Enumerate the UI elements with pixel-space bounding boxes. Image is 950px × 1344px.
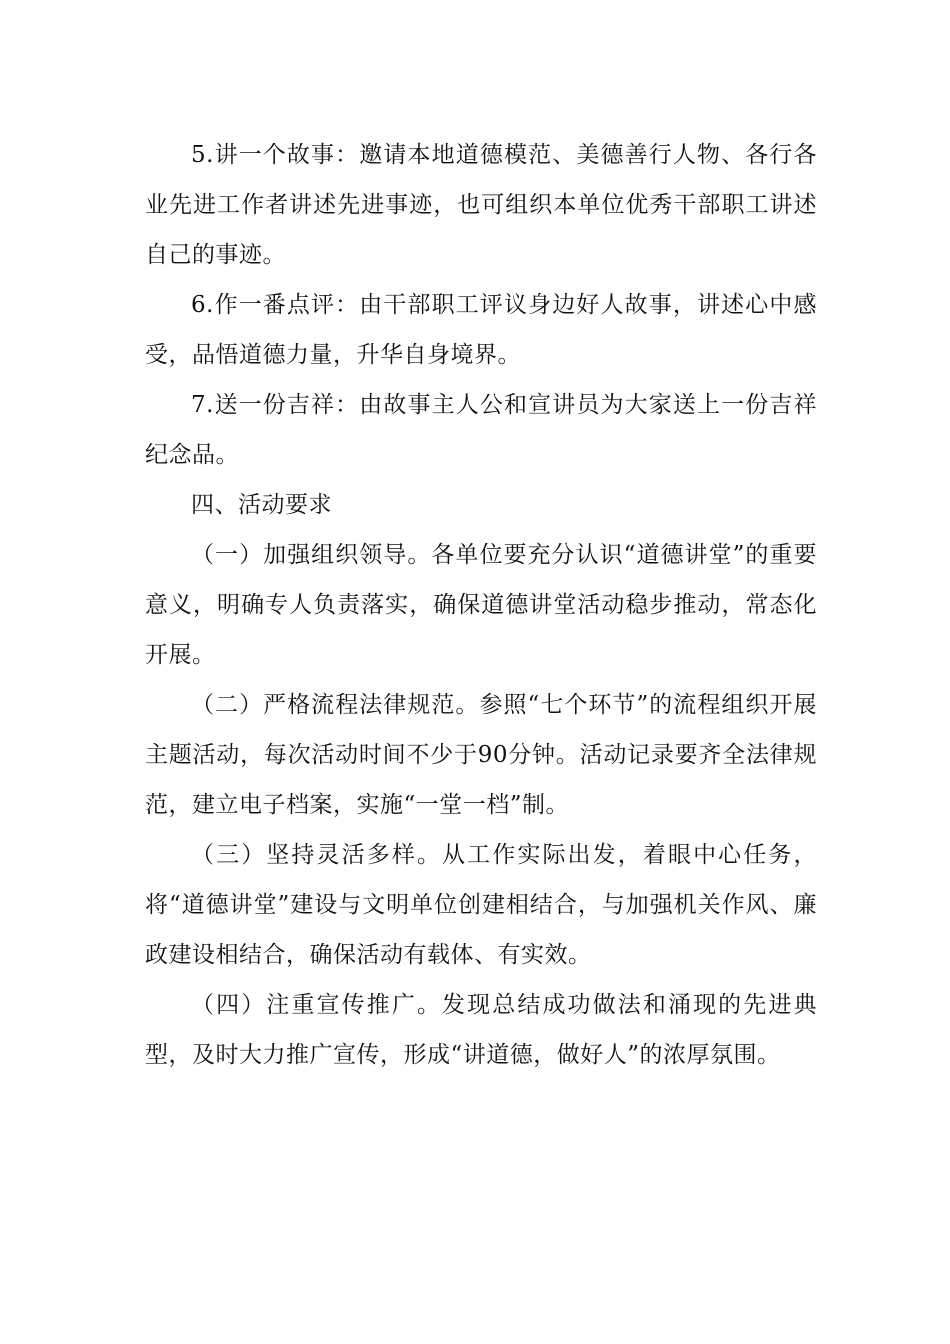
paragraph-item-7: 7.送一份吉祥：由故事主人公和宣讲员为大家送上一份吉祥纪念品。	[145, 392, 817, 468]
paragraph-requirement-2: （二）严格流程法律规范。参照“七个环节”的流程组织开展主题活动，每次活动时间不少于90分钟。活动记录要齐全法律规范，建立电子档案，实施“一堂一档”制。	[145, 692, 817, 818]
paragraph-item-5: 5.讲一个故事：邀请本地道德模范、美德善行人物、各行各业先进工作者讲述先进事迹，也可组织本单位优秀干部职工讲述自己的事迹。	[145, 142, 817, 268]
section-heading-requirements: 四、活动要求	[191, 492, 332, 518]
document-body	[145, 130, 817, 1080]
paragraph-requirement-3: （三）坚持灵活多样。从工作实际出发，着眼中心任务，将“道德讲堂”建设与文明单位创建相结合，与加强机关作风、廉政建设相结合，确保活动有载体、有实效。	[145, 842, 817, 968]
paragraph-item-6: 6.作一番点评：由干部职工评议身边好人故事，讲述心中感受，品悟道德力量，升华自身境界。	[145, 292, 817, 368]
paragraph-requirement-4: （四）注重宣传推广。发现总结成功做法和涌现的先进典型，及时大力推广宣传，形成“讲道德，做好人”的浓厚氛围。	[145, 992, 817, 1068]
paragraph-requirement-1: （一）加强组织领导。各单位要充分认识“道德讲堂”的重要意义，明确专人负责落实，确保道德讲堂活动稳步推动，常态化开展。	[145, 542, 817, 668]
